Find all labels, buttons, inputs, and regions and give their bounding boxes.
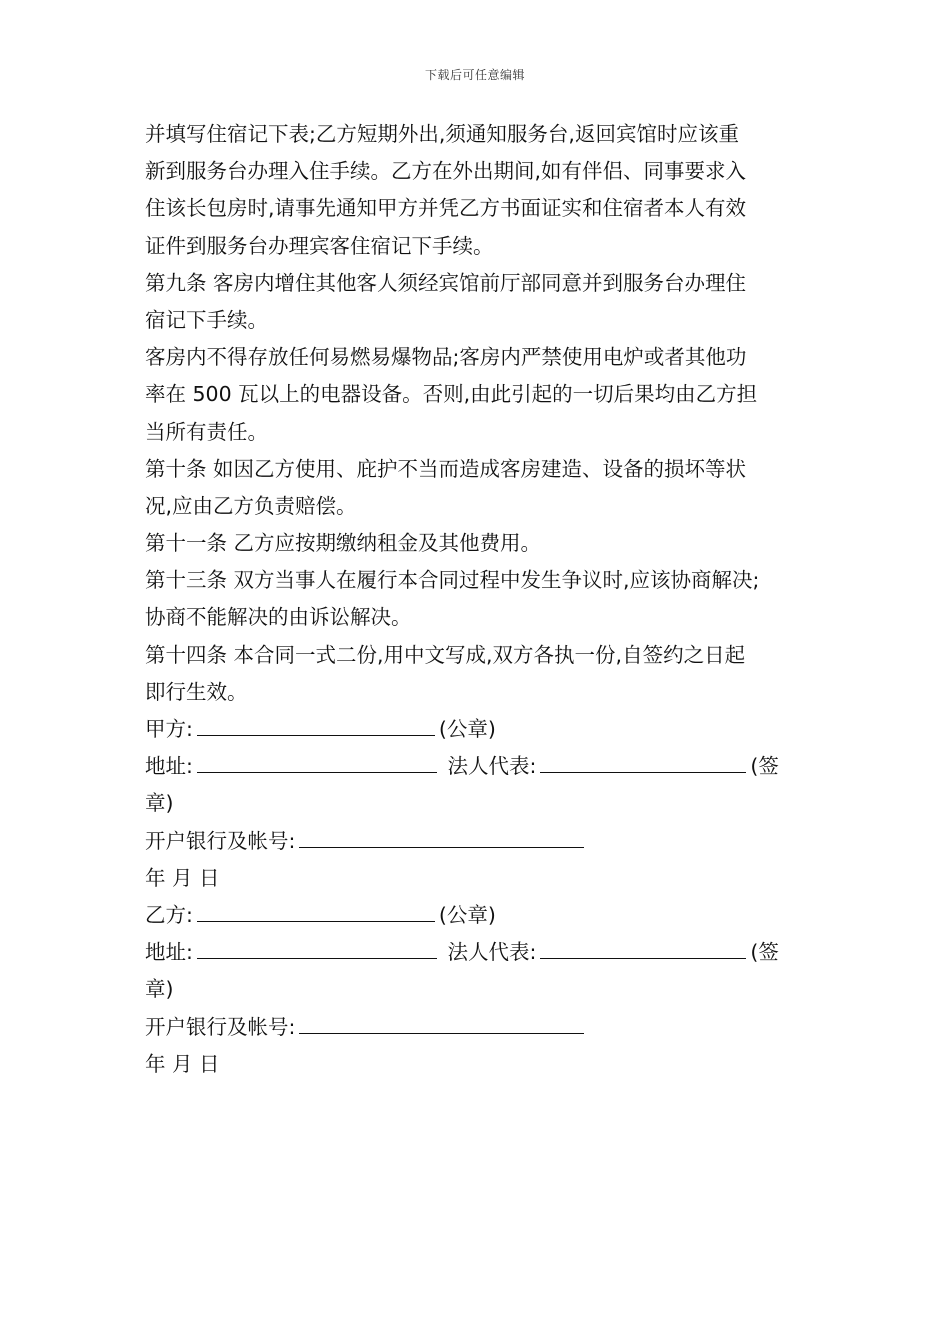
party-a-sign-label: (签 bbox=[750, 754, 779, 779]
clause-14-line: 第十四条 本合同一式二份,用中文写成,双方各执一份,自签约之日起 bbox=[145, 642, 746, 667]
party-b-sign-label-cont: 章) bbox=[145, 977, 174, 1002]
party-a-seal-label: (公章) bbox=[438, 717, 496, 741]
clause-9-line: 第九条 客房内增住其他客人须经宾馆前厅部同意并到服务台办理住 bbox=[145, 270, 747, 295]
party-a-name-label: 甲方: bbox=[145, 717, 193, 741]
party-b-name-label: 乙方: bbox=[145, 902, 193, 927]
body-line: 并填写住宿记下表;乙方短期外出,须通知服务台,返回宾馆时应该重 bbox=[145, 122, 739, 146]
party-b-sign-label: (签 bbox=[750, 940, 779, 965]
page-header-note: 下载后可任意编辑 bbox=[424, 68, 525, 82]
party-a-address-blank[interactable] bbox=[197, 750, 437, 773]
party-a-bank-row bbox=[145, 823, 815, 860]
clause-9-line: 宿记下手续。 bbox=[145, 307, 268, 332]
party-b-name-row bbox=[145, 897, 815, 934]
body-line: 新到服务台办理入住手续。乙方在外出期间,如有伴侣、同事要求入 bbox=[145, 159, 747, 184]
contract-body bbox=[145, 116, 815, 1083]
clause-10-line: 第十条 如因乙方使用、庇护不当而造成客房建造、设备的损坏等状 bbox=[145, 456, 747, 481]
clause-11-line: 第十一条 乙方应按期缴纳租金及其他费用。 bbox=[145, 531, 542, 556]
party-a-sign-row bbox=[145, 785, 815, 822]
clause-14-line: 即行生效。 bbox=[145, 679, 248, 704]
party-b-bank-row bbox=[145, 1009, 815, 1046]
body-line: 当所有责任。 bbox=[145, 419, 268, 444]
body-line: 证件到服务台办理宾客住宿记下手续。 bbox=[145, 233, 494, 258]
party-b-seal-label: (公章) bbox=[438, 902, 496, 927]
party-a-sign-label-cont: 章) bbox=[145, 791, 174, 816]
party-b-address-blank[interactable] bbox=[197, 936, 437, 959]
clause-13-line: 协商不能解决的由诉讼解决。 bbox=[145, 605, 412, 630]
clause-10-line: 况,应由乙方负责赔偿。 bbox=[145, 493, 357, 518]
body-line: 率在 500 瓦以上的电器设备。否则,由此引起的一切后果均由乙方担 bbox=[145, 382, 758, 407]
party-b-rep-label: 法人代表: bbox=[447, 940, 537, 965]
body-line: 客房内不得存放任何易燃易爆物品;客房内严禁使用电炉或者其他功 bbox=[145, 345, 747, 370]
party-a-date: 年 月 日 bbox=[145, 865, 220, 890]
party-a-name-row bbox=[145, 711, 815, 748]
party-b-date: 年 月 日 bbox=[145, 1051, 220, 1076]
party-b-name-blank[interactable] bbox=[197, 899, 435, 922]
party-a-bank-blank[interactable] bbox=[299, 825, 584, 848]
party-b-address-label: 地址: bbox=[145, 940, 193, 965]
party-b-bank-label: 开户银行及帐号: bbox=[145, 1014, 296, 1039]
party-b-address-row bbox=[145, 934, 815, 971]
body-line: 住该长包房时,请事先通知甲方并凭乙方书面证实和住宿者本人有效 bbox=[145, 196, 747, 221]
clause-13-line: 第十三条 双方当事人在履行本合同过程中发生争议时,应该协商解决; bbox=[145, 568, 760, 593]
party-a-bank-label: 开户银行及帐号: bbox=[145, 828, 296, 853]
party-a-address-row bbox=[145, 748, 815, 785]
party-b-bank-blank[interactable] bbox=[299, 1011, 584, 1034]
party-b-sign-row bbox=[145, 971, 815, 1008]
party-a-rep-blank[interactable] bbox=[540, 750, 746, 773]
party-a-name-blank[interactable] bbox=[197, 713, 435, 736]
party-a-address-label: 地址: bbox=[145, 754, 193, 779]
party-a-rep-label: 法人代表: bbox=[447, 754, 537, 779]
party-b-rep-blank[interactable] bbox=[540, 936, 746, 959]
